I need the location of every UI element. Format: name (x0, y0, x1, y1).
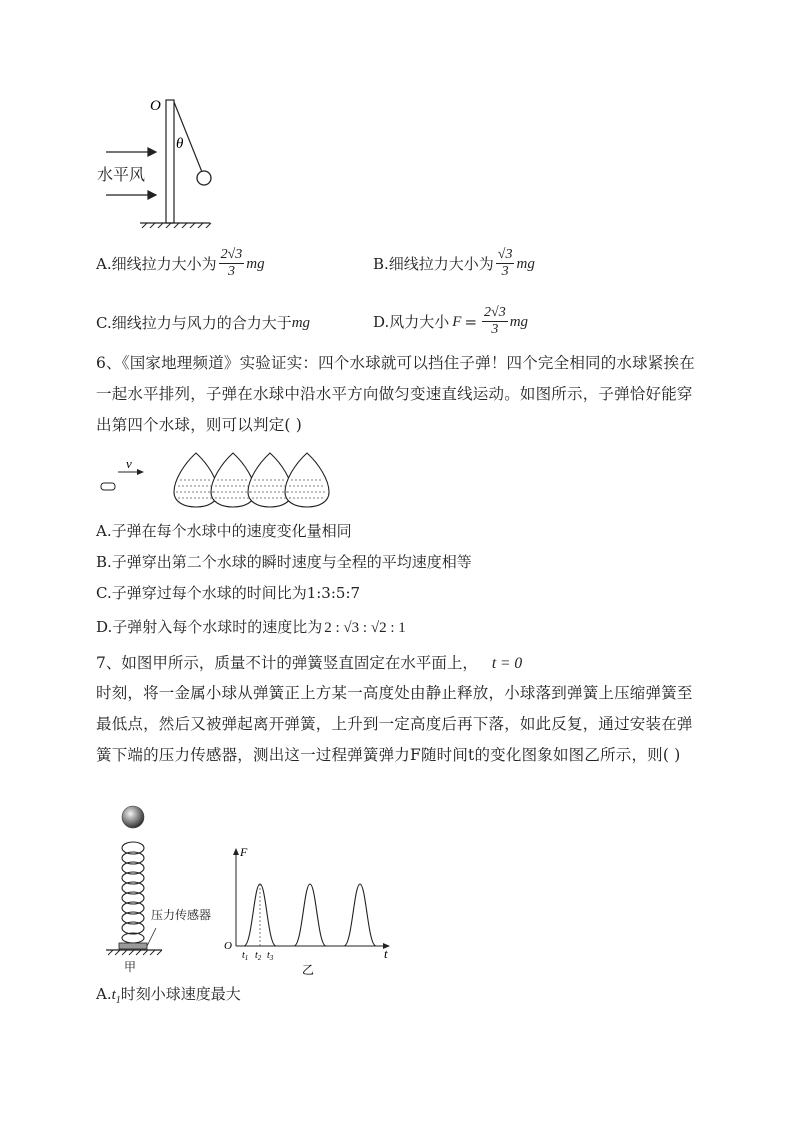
fraction: $\frac{2√3}{3}$ (220, 247, 243, 279)
wind-label: 水平风 (97, 165, 146, 184)
q5-option-d[interactable]: D.风力大小 F = $\frac{2√3}{3}$ mg (373, 305, 529, 337)
pulse-2 (294, 884, 326, 946)
bullet-water-balls-figure (96, 450, 336, 510)
q6-option-a[interactable]: A.子弹在每个水球中的速度变化量相同 (96, 522, 352, 540)
q6-option-d[interactable]: D.子弹射入每个水球时的速度比为 2 : √3 : √2 : 1 (96, 618, 406, 636)
figure-jia-label: 甲 (124, 960, 137, 974)
t1-symbol: $t_1$ (111, 987, 121, 1006)
velocity-label: v (126, 456, 132, 471)
pulse-3 (344, 884, 376, 946)
pendulum-ball (197, 171, 211, 185)
origin-label: O (224, 940, 232, 952)
F-axis-label: F (240, 845, 248, 859)
velocity-arrowhead (137, 469, 144, 475)
q7-stem: 时刻，将一金属小球从弹簧正上方某一高度处由静止释放，小球落到弹簧上压缩弹簧至最低点，然后又被弹起离开弹簧，上升到一定高度后再下落，如此反复，通过安装在弹簧下端的压力传感器，测出这一过程弹簧弹力F随时间t的变化图象如图乙所示，则( ) (96, 684, 693, 764)
q6-option-b[interactable]: B.子弹穿出第二个水球的瞬时速度与全程的平均速度相等 (96, 553, 472, 571)
sensor-leader-line (147, 928, 156, 946)
spring-ball-figure (100, 800, 230, 975)
point-O-label: O (150, 98, 161, 114)
t2-label: $t_2$ (255, 950, 262, 962)
t3-label: $t_3$ (267, 950, 274, 962)
pendulum-wind-figure (90, 90, 230, 230)
speed-ratio: 2 : √3 : √2 : 1 (324, 620, 406, 636)
q7-stem-line1: 7、如图甲所示，质量不计的弹簧竖直固定在水平面上， t = 0 (96, 654, 523, 672)
fraction: $\frac{√3}{3}$ (497, 247, 513, 279)
angle-theta-label: θ (176, 136, 184, 152)
figure-yi-label: 乙 (302, 963, 315, 977)
q5-option-a[interactable]: A.细线拉力大小为 $\frac{2√3}{3}$ mg (96, 247, 265, 279)
q6-option-c[interactable]: C.子弹穿过每个水球的时间比为1:3:5:7 (96, 584, 361, 602)
fraction: $\frac{2√3}{3}$ (484, 305, 506, 337)
pole (166, 100, 174, 223)
pressure-sensor (119, 943, 147, 949)
t1-label: $t_1$ (242, 950, 249, 962)
force-time-graph (222, 842, 397, 977)
sensor-label: 压力传感器 (151, 908, 212, 922)
metal-ball (122, 806, 144, 828)
q7-option-a[interactable]: $A.t_1$时刻小球速度最大 (96, 985, 241, 1006)
force-pulses (244, 884, 376, 946)
q5-option-c[interactable]: C.细线拉力与风力的合力大于 mg (96, 314, 311, 332)
ground-hatch (142, 223, 211, 228)
F-axis-arrow (233, 848, 239, 855)
spring (122, 842, 144, 943)
ground-hatch (108, 950, 162, 955)
t-axis-label: t (384, 946, 388, 961)
q6-stem: 6、《国家地理频道》实验证实：四个水球就可以挡住子弹！四个完全相同的水球紧挨在一起水平排列，子弹在水球中沿水平方向做匀变速直线运动。如图所示，子弹恰好能穿出第四个水球，则可以判定( ) (96, 354, 695, 434)
q5-option-b[interactable]: B.细线拉力大小为 $\frac{√3}{3}$ mg (373, 247, 535, 279)
bullet (101, 483, 115, 490)
